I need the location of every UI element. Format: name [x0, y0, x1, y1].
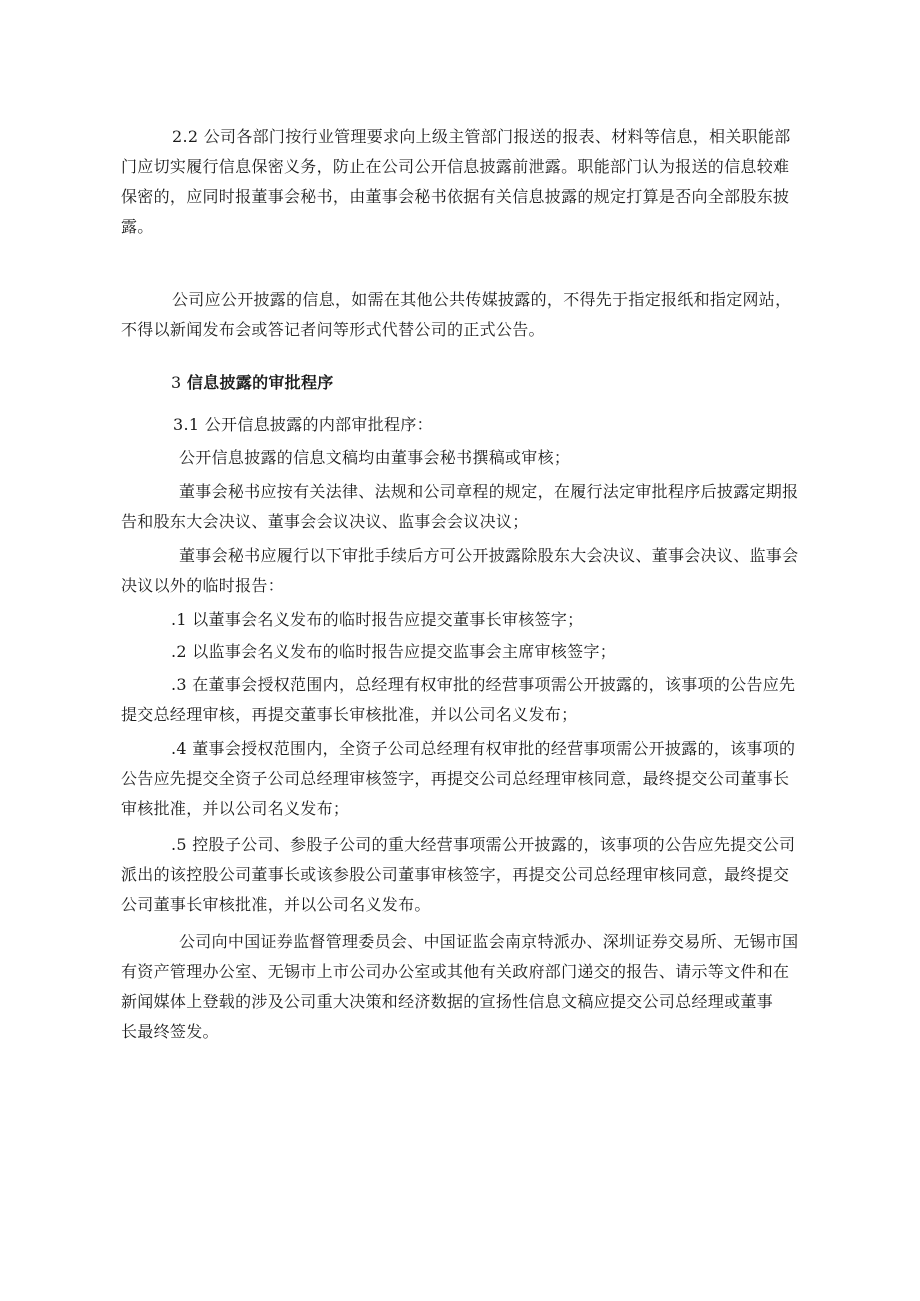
- paragraph-line: 门应切实履行信息保密义务，防止在公司公开信息披露前泄露。职能部门认为报送的信息较难: [121, 157, 790, 176]
- paragraph-line: 公司应公开披露的信息，如需在其他公共传媒披露的，不得先于指定报纸和指定网站，: [172, 290, 792, 309]
- paragraph-line: .3 在董事会授权范围内，总经理有权审批的经营事项需公开披露的，该事项的公告应先: [171, 675, 796, 694]
- paragraph-line: 提交总经理审核，再提交董事长审核批准，并以公司名义发布；: [121, 705, 578, 724]
- approval-item-1: [121, 605, 825, 635]
- paragraph-line: 有资产管理办公室、无锡市上市公司办公室或其他有关政府部门递交的报告、请示等文件和在: [121, 962, 790, 981]
- paragraph-line: 长最终签发。: [121, 1022, 219, 1041]
- drafting-paragraph: [121, 443, 825, 473]
- approval-item-3: [121, 670, 825, 730]
- paragraph-line: 保密的，应同时报董事会秘书，由董事会秘书依据有关信息披露的规定打算是否向全部股东披: [121, 187, 790, 206]
- government-submission-paragraph: [121, 927, 825, 1047]
- paragraph-line: .2 以监事会名义发布的临时报告应提交监事会主席审核签字；: [171, 642, 617, 661]
- approval-item-5: [121, 830, 825, 920]
- paragraph-line: .1 以董事会名义发布的临时报告应提交董事长审核签字；: [171, 610, 584, 629]
- periodic-report-paragraph: [121, 477, 825, 537]
- subsection-title: 3.1 公开信息披露的内部审批程序：: [173, 415, 433, 434]
- approval-item-4: [121, 734, 825, 824]
- paragraph-line: 审核批准，并以公司名义发布；: [121, 799, 350, 818]
- section-number: 3: [171, 373, 182, 392]
- paragraph-line: 露。: [121, 217, 154, 236]
- paragraph-line: 决议以外的临时报告：: [121, 576, 285, 595]
- paragraph-line: .4 董事会授权范围内，全资子公司总经理有权审批的经营事项需公开披露的，该事项的: [171, 739, 796, 758]
- paragraph-line: 董事会秘书应按有关法律、法规和公司章程的规定，在履行法定审批程序后披露定期报: [179, 482, 799, 501]
- paragraph-line: 派出的该控股公司董事长或该参股公司董事审核签字，再提交公司总经理审核同意，最终提交: [121, 865, 790, 884]
- paragraph-line: 2.2 公司各部门按行业管理要求向上级主管部门报送的报表、材料等信息，相关职能部: [172, 127, 791, 146]
- section-2-2-paragraph: [121, 122, 825, 242]
- paragraph-line: 不得以新闻发布会或答记者问等形式代替公司的正式公告。: [121, 320, 545, 339]
- paragraph-line: 告和股东大会决议、董事会会议决议、监事会会议决议；: [121, 512, 529, 531]
- paragraph-line: 新闻媒体上登载的涉及公司重大决策和经济数据的宣扬性信息文稿应提交公司总经理或董事: [121, 992, 774, 1011]
- media-disclosure-paragraph: [121, 285, 825, 345]
- interim-report-paragraph: [121, 541, 825, 601]
- section-3-heading: [121, 368, 825, 398]
- paragraph-line: 公司向中国证券监督管理委员会、中国证监会南京特派办、深圳证券交易所、无锡市国: [179, 932, 799, 951]
- paragraph-line: 公告应先提交全资子公司总经理审核签字，再提交公司总经理审核同意，最终提交公司董事长: [121, 769, 790, 788]
- paragraph-line: 公司董事长审核批准，并以公司名义发布。: [121, 895, 431, 914]
- section-title: 信息披露的审批程序: [186, 373, 334, 392]
- section-3-1-title: [121, 410, 825, 440]
- paragraph-line: .5 控股子公司、参股子公司的重大经营事项需公开披露的，该事项的公告应先提交公司: [171, 835, 796, 854]
- paragraph-line: 董事会秘书应履行以下审批手续后方可公开披露除股东大会决议、董事会决议、监事会: [179, 546, 799, 565]
- approval-item-2: [121, 637, 825, 667]
- paragraph-line: 公开信息披露的信息文稿均由董事会秘书撰稿或审核；: [179, 448, 571, 467]
